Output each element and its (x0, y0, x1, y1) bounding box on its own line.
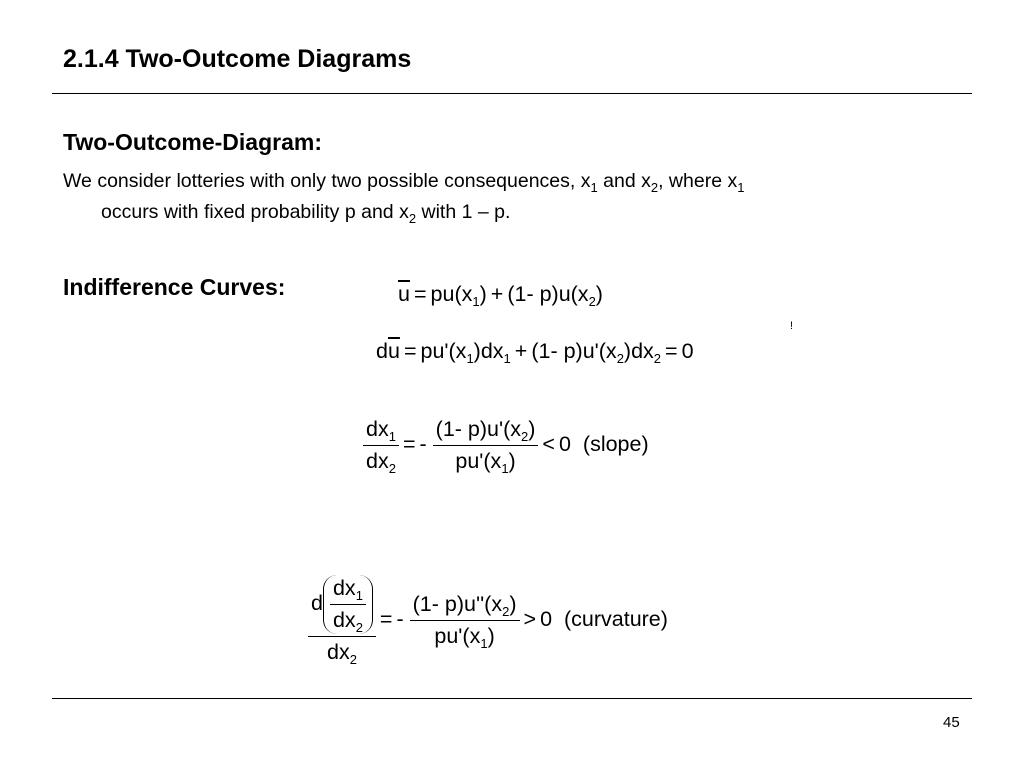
bottom-divider (52, 698, 972, 699)
fraction-marginal-utilities: $\frac{(1- p)u'(x_2)}{pu'(x_1)}$ (433, 416, 539, 475)
paragraph-line-1: We consider lotteries with only two possible consequences, $x_1$ and $x_2$, where $x_1$ (63, 170, 745, 195)
equation-total-differential: $d\overline{u} = pu'(x_1)dx_1 + (1-$ $p)u'(x_2)dx_2 = 0$ (376, 339, 694, 366)
fraction-dx1-dx2: $\frac{dx_1}{dx_2}$ (363, 416, 399, 475)
paragraph-line-2: occurs with fixed probability p and $x_2$ with 1 – p. (101, 201, 511, 226)
slope-label: (slope) (582, 432, 649, 457)
section-heading-two-outcome-diagram: Two-Outcome-Diagram: (63, 129, 322, 155)
fraction-second-derivative: d $\frac{dx_1}{dx_2}$ $dx_2$ (308, 575, 376, 666)
equation-curvature: d $\frac{dx_1}{dx_2}$ $dx_2$ = - $\frac{(1- p)u''(x_2)}{pu'(x_1)}$ > 0 (curvature) (308, 575, 668, 666)
section-heading-indifference-curves: Indifference Curves: (63, 274, 286, 300)
curvature-label: (curvature) (563, 606, 668, 631)
equation-expected-utility: $\overline{u} = pu(x_1) + (1-$ $p)u(x_2)$ (398, 282, 603, 309)
page-title: 2.1.4 Two-Outcome Diagrams (63, 45, 412, 73)
fraction-second-marginal-utilities: $\frac{(1- p)u''(x_2)}{pu'(x_1)}$ (410, 591, 520, 650)
exclamation-mark: ! (790, 320, 794, 332)
inner-fraction-dx1-dx2: $\frac{dx_1}{dx_2}$ (330, 575, 366, 634)
top-divider (52, 93, 972, 94)
page-number: 45 (943, 714, 960, 731)
equation-slope: $\frac{dx_1}{dx_2}$ = - $\frac{(1- p)u'(x_2)}{pu'(x_1)}$ < 0 (slope) (363, 416, 649, 475)
